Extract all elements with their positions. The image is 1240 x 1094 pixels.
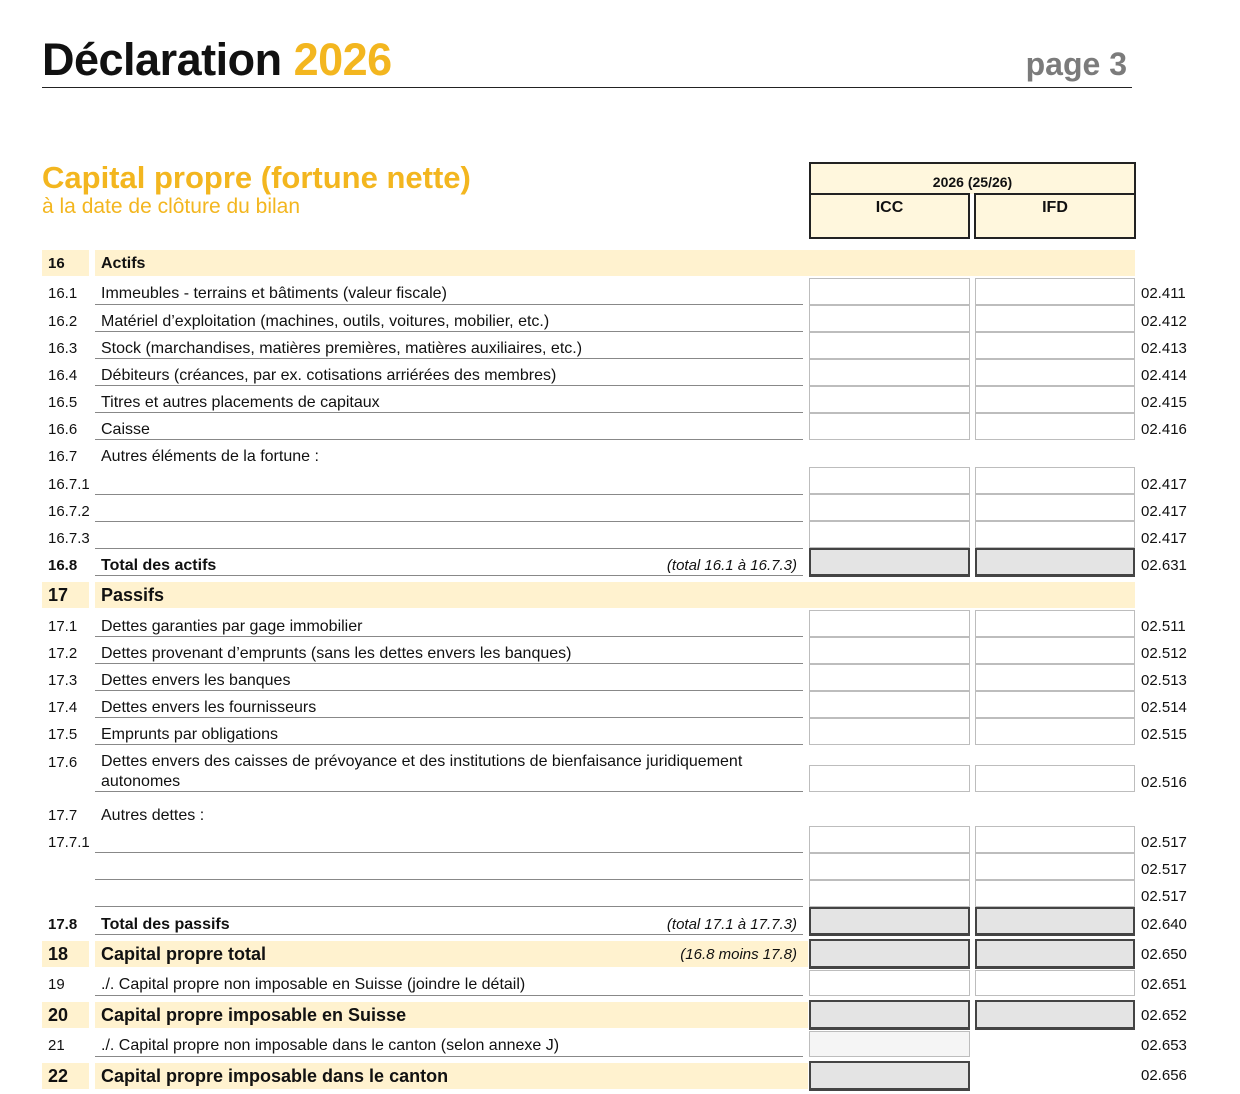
row-label: Total des actifs: [101, 557, 217, 574]
input-ifd-17-7-1[interactable]: [975, 826, 1135, 853]
row-code: 02.512: [1141, 645, 1187, 662]
input-ifd-16-6[interactable]: [975, 413, 1135, 440]
input-ifd-16-7-1[interactable]: [975, 467, 1135, 494]
input-ifd-17-1[interactable]: [975, 610, 1135, 637]
row-number: 18: [48, 944, 69, 964]
row-code: 02.411: [1141, 285, 1186, 302]
row-label: ./. Capital propre non imposable dans le canton (selon annexe J): [101, 1037, 560, 1054]
input-icc-16-2[interactable]: [809, 305, 970, 332]
row-code: 02.417: [1141, 503, 1187, 520]
row-number: 16.1: [48, 285, 78, 302]
row-label: Caisse: [101, 421, 150, 438]
row-number: 16.7.2: [48, 503, 90, 520]
row-code: 02.517: [1141, 834, 1187, 851]
row-number: 17.1: [48, 618, 78, 635]
row-underline: [95, 331, 803, 332]
column-header-year: 2026 (25/26): [809, 162, 1136, 194]
row-number: 16.3: [48, 340, 78, 357]
input-ifd-17-7-2[interactable]: [975, 853, 1135, 880]
row-underline: [95, 744, 803, 745]
row-note: (total 17.1 à 17.7.3): [666, 916, 797, 933]
row-label: Titres et autres placements de capitaux: [101, 394, 380, 411]
row-label: Dettes envers les fournisseurs: [101, 699, 317, 716]
input-icc-21[interactable]: [809, 1031, 970, 1057]
row-code: 02.413: [1141, 340, 1187, 357]
row-label: Capital propre total: [101, 944, 267, 964]
row-number: 22: [48, 1066, 69, 1086]
row-underline: [95, 548, 803, 549]
input-ifd-16-3[interactable]: [975, 332, 1135, 359]
input-ifd-16-1[interactable]: [975, 278, 1135, 305]
row-label: Dettes garanties par gage immobilier: [101, 618, 363, 635]
row-underline: [95, 439, 803, 440]
row-label: ./. Capital propre non imposable en Suisse (joindre le détail): [101, 976, 526, 993]
row-number: 16.7.1: [48, 476, 90, 493]
input-icc-17-7-2[interactable]: [809, 853, 970, 880]
row-underline: [95, 934, 803, 935]
row-number: 16.5: [48, 394, 78, 411]
input-icc-16-7-3[interactable]: [809, 521, 970, 548]
row-underline: [95, 663, 803, 664]
input-icc-16-4[interactable]: [809, 359, 970, 386]
input-ifd-16-5[interactable]: [975, 386, 1135, 413]
total-icc-20: [809, 1000, 970, 1030]
row-number: 17.7.1: [48, 834, 90, 851]
total-icc-18: [809, 939, 970, 969]
row-number: 16.7.3: [48, 530, 90, 547]
row-label: Capital propre imposable dans le canton: [101, 1066, 449, 1086]
input-icc-17-3[interactable]: [809, 664, 970, 691]
row-label: Débiteurs (créances, par ex. cotisations arriérées des membres): [101, 367, 557, 384]
row-number: 17.5: [48, 726, 78, 743]
input-ifd-16-7-2[interactable]: [975, 494, 1135, 521]
row-label: Matériel d’exploitation (machines, outils, voitures, mobilier, etc.): [101, 313, 550, 330]
input-icc-16-7-2[interactable]: [809, 494, 970, 521]
row-number: 19: [48, 976, 65, 993]
input-icc-16-1[interactable]: [809, 278, 970, 305]
section-subtitle: à la date de clôture du bilan: [42, 195, 301, 218]
row-underline: [95, 575, 803, 576]
row-underline: [95, 791, 803, 792]
row-code: 02.416: [1141, 421, 1187, 438]
row-underline: [95, 1056, 803, 1057]
row-number: 16.8: [48, 557, 78, 574]
section-heading-passifs: Passifs: [101, 585, 165, 605]
input-icc-17-5[interactable]: [809, 718, 970, 745]
row-number: 17.7: [48, 807, 78, 824]
page-number: page 3: [1025, 46, 1127, 82]
column-header-icc: ICC: [809, 193, 970, 239]
column-header-ifd: IFD: [974, 193, 1136, 239]
row-underline: [95, 906, 803, 907]
input-icc-19[interactable]: [809, 970, 970, 996]
row-code: 02.651: [1141, 976, 1187, 993]
row-number: 17.6: [48, 754, 78, 771]
input-ifd-17-6[interactable]: [975, 765, 1135, 792]
row-note: (total 16.1 à 16.7.3): [666, 557, 797, 574]
total-icc-17-8: [809, 907, 970, 936]
row-code: 02.511: [1141, 618, 1186, 635]
input-icc-17-6[interactable]: [809, 765, 970, 792]
row-label: Total des passifs: [101, 916, 230, 933]
total-ifd-20: [975, 1000, 1135, 1030]
row-number: 20: [48, 1005, 69, 1025]
row-code: 02.516: [1141, 774, 1187, 791]
row-underline: [95, 385, 803, 386]
row-number: 17: [48, 585, 69, 605]
section-heading-actifs: Actifs: [101, 255, 146, 272]
row-code: 02.656: [1141, 1067, 1187, 1084]
total-ifd-16-8: [975, 548, 1135, 577]
input-icc-16-7-1[interactable]: [809, 467, 970, 494]
row-code: 02.517: [1141, 861, 1187, 878]
row-code: 02.631: [1141, 557, 1187, 574]
row-code: 02.514: [1141, 699, 1187, 716]
row-underline: [95, 879, 803, 880]
row-number: 17.2: [48, 645, 78, 662]
input-ifd-17-7-3[interactable]: [975, 880, 1135, 907]
row-code: 02.414: [1141, 367, 1187, 384]
row-code: 02.513: [1141, 672, 1187, 689]
total-icc-16-8: [809, 548, 970, 577]
input-icc-17-2[interactable]: [809, 637, 970, 664]
row-underline: [95, 636, 803, 637]
input-ifd-17-2[interactable]: [975, 637, 1135, 664]
row-underline: [95, 690, 803, 691]
row-label: Capital propre imposable en Suisse: [101, 1005, 407, 1025]
row-number: 17.3: [48, 672, 78, 689]
input-ifd-16-2[interactable]: [975, 305, 1135, 332]
row-underline: [95, 358, 803, 359]
input-ifd-19[interactable]: [975, 970, 1135, 996]
row-number: 21: [48, 1037, 65, 1054]
row-label: Autres éléments de la fortune :: [101, 448, 319, 465]
input-icc-17-7-3[interactable]: [809, 880, 970, 907]
row-code: 02.415: [1141, 394, 1187, 411]
row-label: Dettes provenant d’emprunts (sans les dettes envers les banques): [101, 645, 572, 662]
row-code: 02.650: [1141, 946, 1187, 963]
row-number: 17.8: [48, 916, 78, 933]
input-icc-17-4[interactable]: [809, 691, 970, 718]
row-code: 02.653: [1141, 1037, 1187, 1054]
row-label: Dettes envers des caisses de prévoyance et des institutions de bienfaisance juridiquement autonomes: [101, 753, 743, 790]
title-year: 2026: [293, 34, 392, 85]
row-number: 17.4: [48, 699, 78, 716]
input-ifd-16-4[interactable]: [975, 359, 1135, 386]
header-divider: [42, 87, 1132, 88]
row-code: 02.417: [1141, 476, 1187, 493]
row-number: 16.2: [48, 313, 78, 330]
row-code: 02.652: [1141, 1007, 1187, 1024]
total-ifd-18: [975, 939, 1135, 969]
input-ifd-17-3[interactable]: [975, 664, 1135, 691]
row-code: 02.515: [1141, 726, 1187, 743]
row-label: Stock (marchandises, matières premières, matières auxiliaires, etc.): [101, 340, 583, 357]
row-code: 02.517: [1141, 888, 1187, 905]
row-label: Autres dettes :: [101, 807, 205, 824]
total-ifd-17-8: [975, 907, 1135, 936]
input-icc-16-6[interactable]: [809, 413, 970, 440]
row-label: Emprunts par obligations: [101, 726, 278, 743]
input-icc-17-7-1[interactable]: [809, 826, 970, 853]
row-underline: [95, 412, 803, 413]
total-icc-22: [809, 1061, 970, 1091]
input-icc-16-5[interactable]: [809, 386, 970, 413]
row-number: 16: [48, 255, 65, 272]
row-number: 16.7: [48, 448, 78, 465]
row-code: 02.417: [1141, 530, 1187, 547]
section-title: Capital propre (fortune nette): [42, 160, 471, 195]
input-ifd-17-4[interactable]: [975, 691, 1135, 718]
row-underline: [95, 717, 803, 718]
row-label: Immeubles - terrains et bâtiments (valeur fiscale): [101, 285, 447, 302]
input-icc-17-1[interactable]: [809, 610, 970, 637]
page-title: [42, 34, 392, 86]
row-number: 16.6: [48, 421, 78, 438]
row-code: 02.412: [1141, 313, 1187, 330]
row-number: 16.4: [48, 367, 78, 384]
row-label: Dettes envers les banques: [101, 672, 291, 689]
input-ifd-17-5[interactable]: [975, 718, 1135, 745]
title-prefix: Déclaration: [42, 34, 294, 85]
row-underline: [95, 494, 803, 495]
row-code: 02.640: [1141, 916, 1187, 933]
row-note: (16.8 moins 17.8): [680, 946, 797, 963]
row-underline: [95, 995, 803, 996]
row-underline: [95, 521, 803, 522]
input-ifd-16-7-3[interactable]: [975, 521, 1135, 548]
row-underline: [95, 304, 803, 305]
input-icc-16-3[interactable]: [809, 332, 970, 359]
row-underline: [95, 852, 803, 853]
